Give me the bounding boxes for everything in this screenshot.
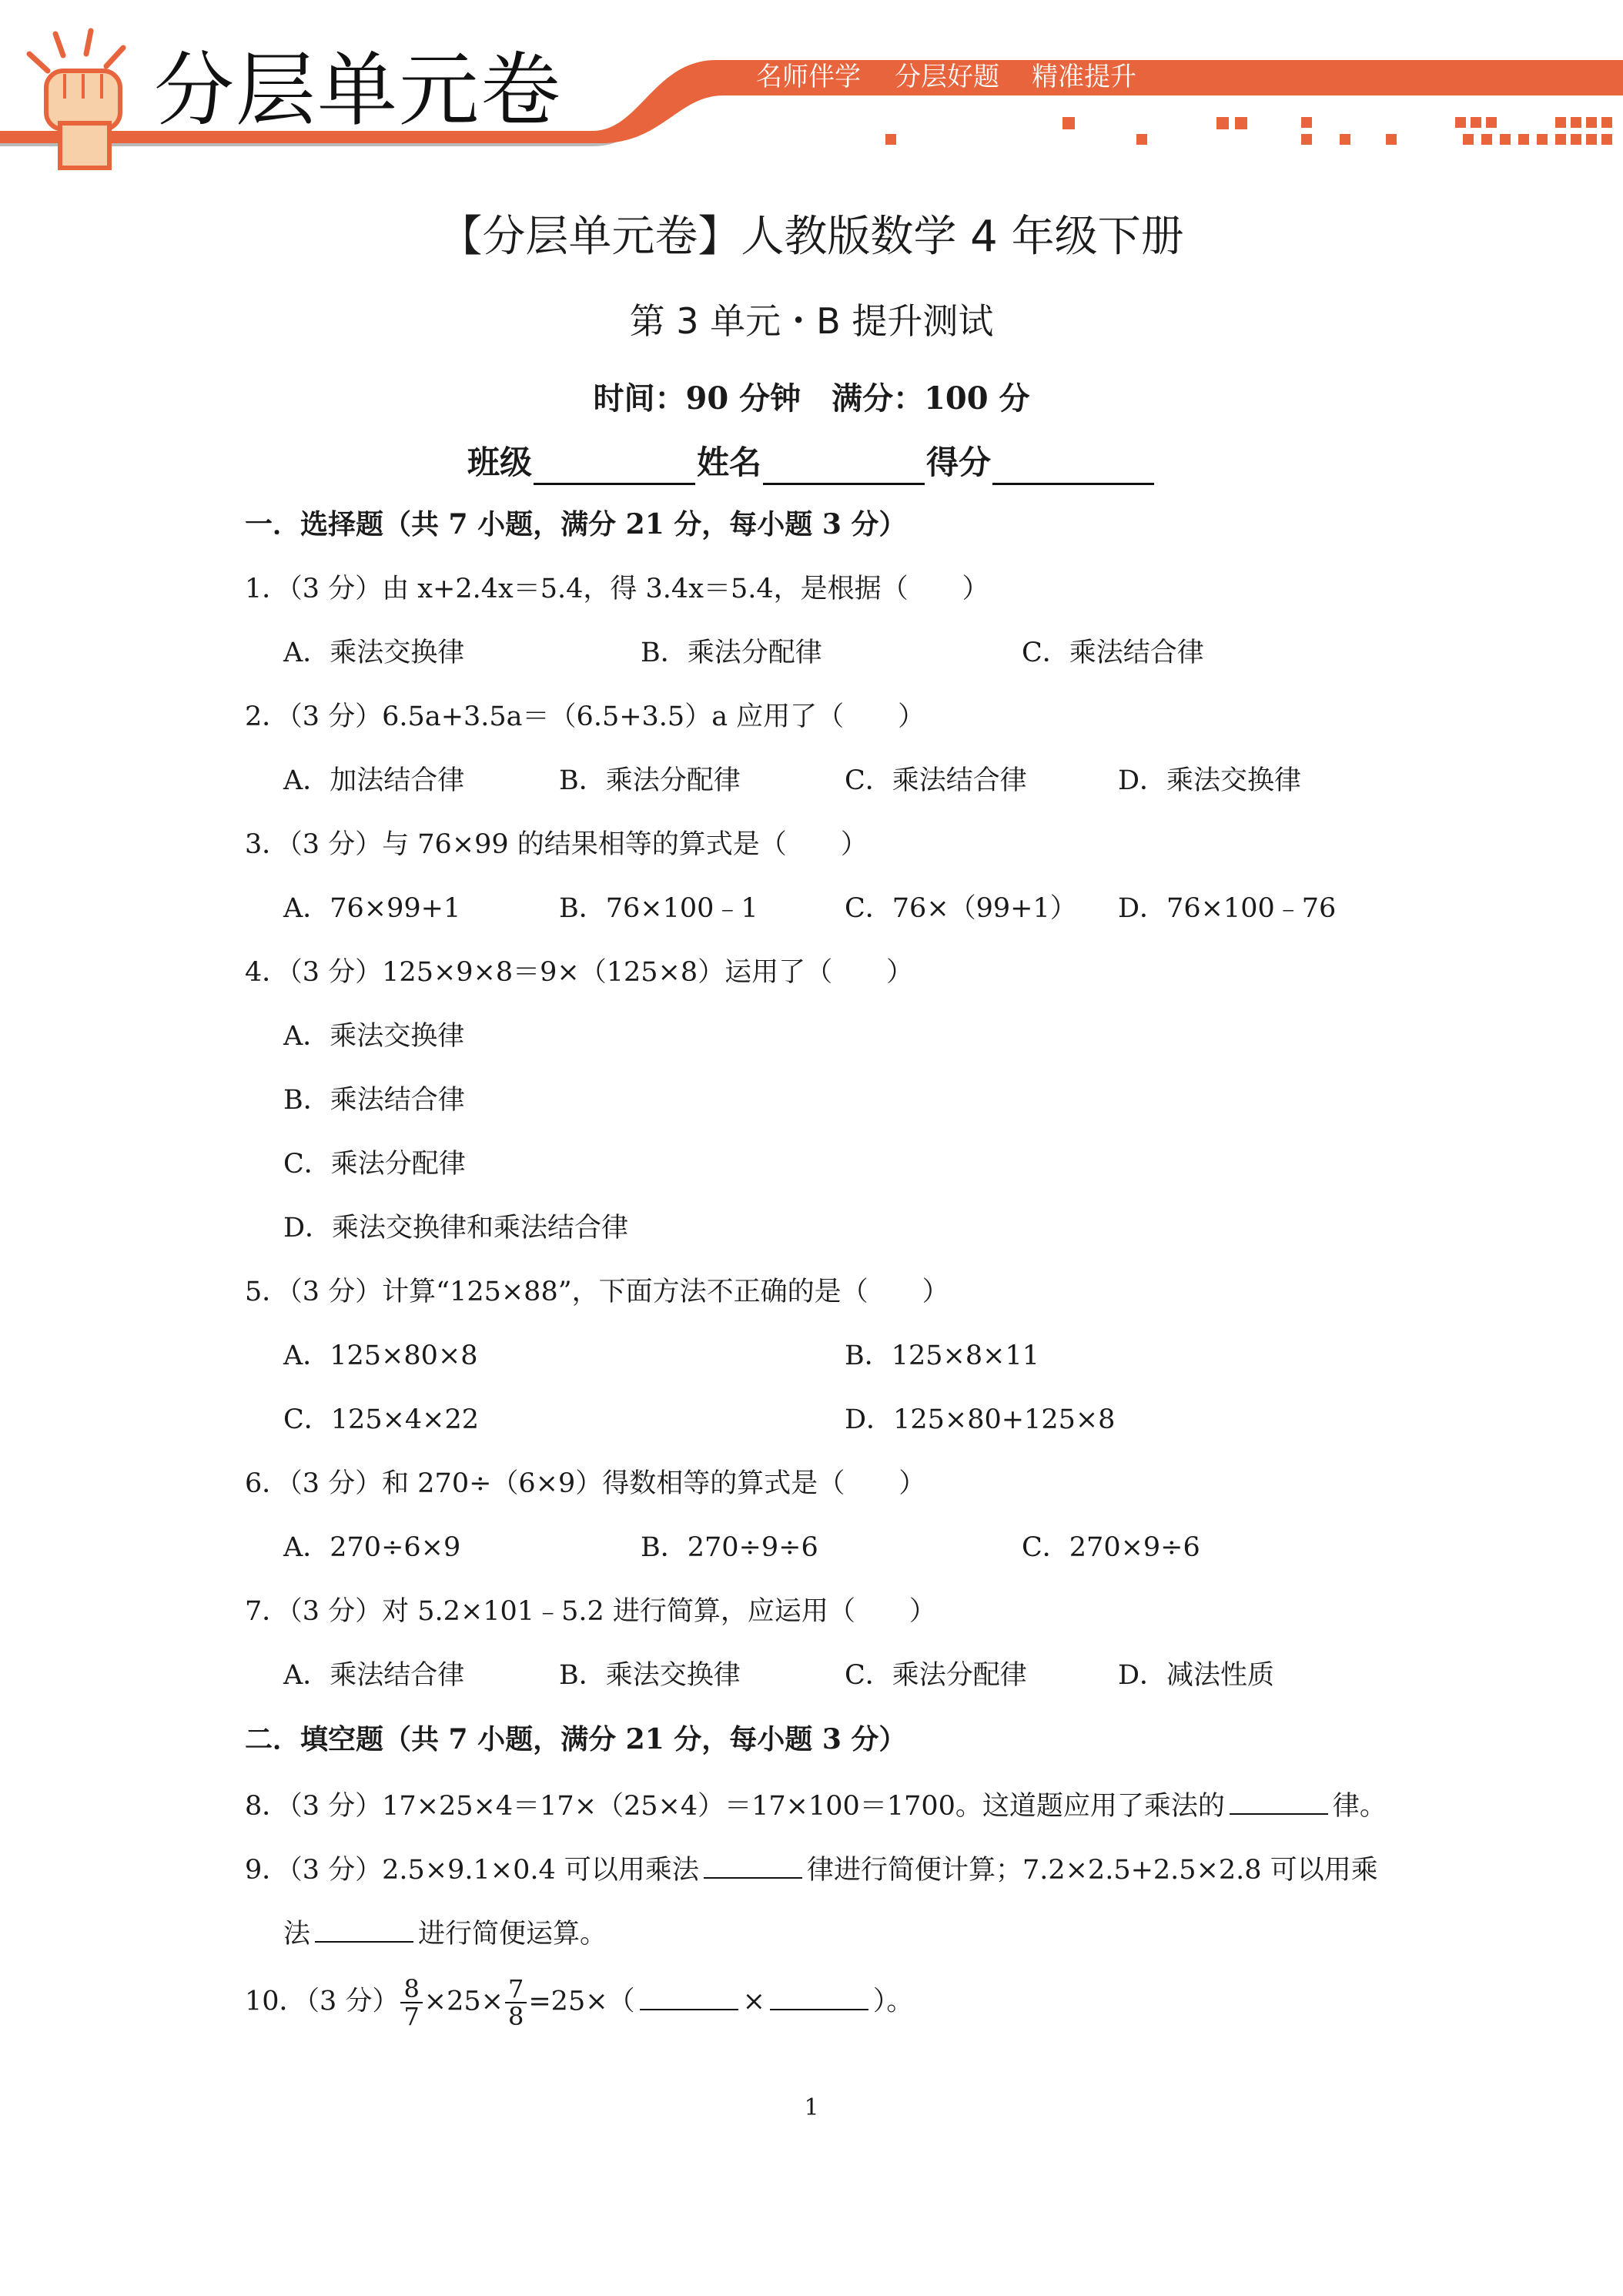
q10-times: × (742, 1986, 765, 2017)
q1-option-c: C．乘法结合律 (1022, 638, 1204, 668)
q10-fraction-2 (505, 1976, 527, 2030)
q3-option-b: B．76×100﹣1 (559, 893, 758, 924)
q3-option-c: C．76×（99+1） (845, 893, 1077, 924)
class-label: 班级 (467, 443, 532, 481)
q10-blank-1[interactable] (640, 1980, 738, 2010)
q10-frac1-numerator: 8 (400, 1976, 422, 2003)
q6-option-b: B．270÷9÷6 (641, 1532, 818, 1563)
question-2: 2．（3 分）6.5a+3.5a＝（6.5+3.5）a 应用了（ ） (245, 701, 925, 732)
q2-option-d: D．乘法交换律 (1118, 765, 1302, 796)
q7-option-b: B．乘法交换律 (559, 1660, 741, 1691)
q1-option-a: A．乘法交换律 (283, 638, 465, 668)
name-label: 姓名 (696, 443, 761, 481)
time-and-score: 时间：90 分钟 满分：100 分 (593, 380, 1030, 417)
q5-option-b: B．125×8×11 (845, 1340, 1039, 1371)
q1-option-b: B．乘法分配律 (641, 638, 822, 668)
q8-text: 8．（3 分）17×25×4＝17×（25×4）＝17×100＝1700。这道题应用了乘法的 (245, 1791, 1225, 1822)
document-title: 【分层单元卷】人教版数学 4 年级下册 (439, 212, 1184, 262)
q2-option-c: C．乘法结合律 (845, 765, 1027, 796)
q9-blank-2[interactable] (315, 1912, 413, 1943)
q5-option-d: D．125×80+125×8 (845, 1404, 1116, 1435)
question-8 (245, 1784, 1387, 1826)
q3-option-a: A．76×99+1 (283, 893, 461, 924)
q8-blank[interactable] (1230, 1784, 1328, 1815)
q9-text-1: 9．（3 分）2.5×9.1×0.4 可以用乘法 (245, 1855, 699, 1886)
q3-option-d: D．76×100﹣76 (1118, 893, 1337, 924)
slogan-2: 分层好题 (895, 62, 999, 92)
q7-option-c: C．乘法分配律 (845, 1660, 1027, 1691)
q10-frac2-numerator: 7 (505, 1976, 527, 2003)
score-label: 得分 (926, 443, 992, 481)
slogan-1: 名师伴学 (756, 62, 861, 92)
q4-option-b: B．乘法结合律 (283, 1085, 465, 1116)
question-7: 7．（3 分）对 5.2×101﹣5.2 进行简算，应运用（ ） (245, 1596, 936, 1627)
question-3: 3．（3 分）与 76×99 的结果相等的算式是（ ） (245, 829, 868, 860)
slogan-3: 精准提升 (1032, 62, 1136, 92)
q2-option-b: B．乘法分配律 (559, 765, 741, 796)
class-blank[interactable] (534, 447, 695, 485)
brand-title: 分层单元卷 (154, 43, 563, 137)
q10-prefix: 10．（3 分） (245, 1986, 400, 2017)
q6-option-c: C．270×9÷6 (1022, 1532, 1200, 1563)
q8-text-end: 律。 (1332, 1791, 1387, 1822)
question-9-cont (283, 1912, 607, 1953)
q4-option-a: A．乘法交换律 (283, 1021, 465, 1052)
q5-option-c: C．125×4×22 (283, 1404, 480, 1435)
section-heading-fill: 二．填空题（共 7 小题，满分 21 分，每小题 3 分） (245, 1723, 907, 1755)
q10-end: ）。 (872, 1986, 914, 2017)
question-10 (245, 1976, 913, 2030)
document-subtitle: 第 3 单元・B 提升测试 (629, 300, 994, 342)
q7-option-a: A．乘法结合律 (283, 1660, 465, 1691)
q10-fraction-1 (400, 1976, 422, 2030)
q9-blank-1[interactable] (704, 1848, 802, 1879)
question-4: 4．（3 分）125×9×8＝9×（125×8）运用了（ ） (245, 957, 914, 988)
q9-text-4: 进行简便运算。 (418, 1919, 607, 1950)
page-number: 1 (804, 2094, 819, 2121)
dot-pattern (885, 117, 1612, 145)
question-9 (245, 1848, 1378, 1889)
student-info (0, 440, 1623, 485)
name-blank[interactable] (763, 447, 925, 485)
question-5: 5．（3 分）计算“125×88”，下面方法不正确的是（ ） (245, 1277, 949, 1307)
q5-option-a: A．125×80×8 (283, 1340, 478, 1371)
q9-text-2: 律进行简便计算；7.2×2.5+2.5×2.8 可以用乘 (806, 1855, 1378, 1886)
score-blank[interactable] (992, 447, 1154, 485)
fist-icon (29, 31, 123, 168)
q2-option-a: A．加法结合律 (283, 765, 465, 796)
q10-frac1-denominator: 7 (403, 2002, 420, 2031)
q7-option-d: D．减法性质 (1118, 1660, 1275, 1691)
section-heading-choice: 一．选择题（共 7 小题，满分 21 分，每小题 3 分） (245, 508, 907, 541)
q6-option-a: A．270÷6×9 (283, 1532, 461, 1563)
q10-frac2-denominator: 8 (508, 2002, 524, 2031)
question-6: 6．（3 分）和 270÷（6×9）得数相等的算式是（ ） (245, 1468, 926, 1499)
question-1: 1．（3 分）由 x+2.4x＝5.4，得 3.4x＝5.4，是根据（ ） (245, 574, 989, 604)
q4-option-c: C．乘法分配律 (283, 1149, 466, 1180)
q4-option-d: D．乘法交换律和乘法结合律 (283, 1213, 629, 1243)
q10-blank-2[interactable] (770, 1980, 868, 2010)
q10-mid-1: ×25× (423, 1986, 504, 2017)
q9-text-3: 法 (283, 1919, 311, 1950)
q10-mid-2: =25×（ (528, 1986, 635, 2017)
